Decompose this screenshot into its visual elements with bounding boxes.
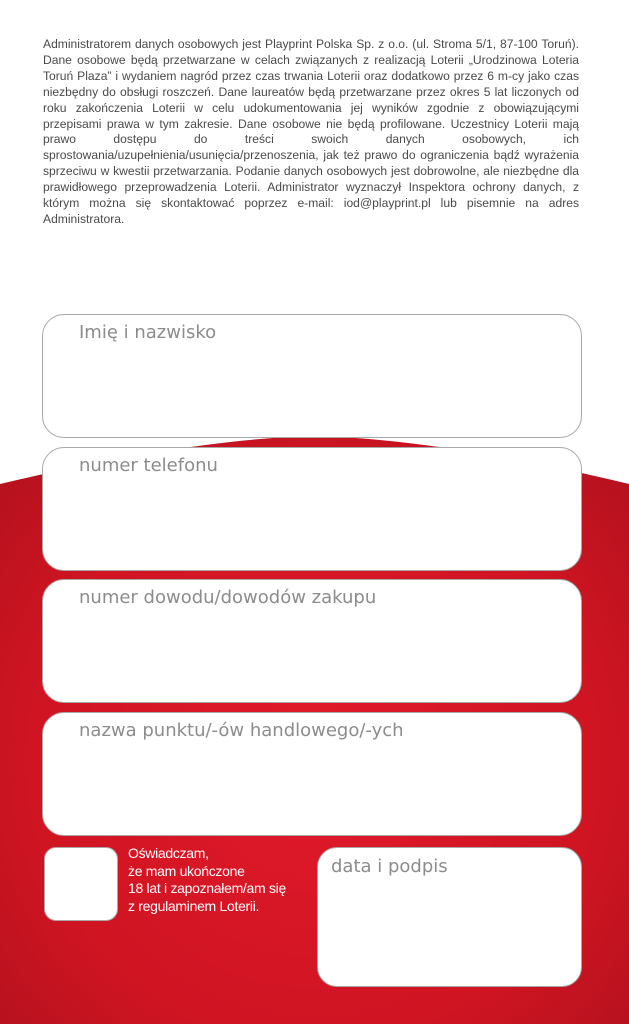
date-signature-field[interactable] [317, 847, 582, 987]
store-name-field[interactable] [42, 712, 582, 836]
date-signature-label: data i podpis [331, 856, 448, 877]
consent-line: 18 lat i zapoznałem/am się [128, 880, 286, 896]
full-name-field[interactable] [42, 314, 582, 438]
consent-line: że mam ukończone [128, 862, 245, 879]
consent-line: z regulaminem Loterii. [128, 897, 260, 914]
gdpr-notice [43, 37, 579, 228]
full-name-label: Imię i nazwisko [79, 322, 217, 343]
store-name-label: nazwa punktu/-ów handlowego/-ych [79, 720, 404, 741]
age-consent-checkbox[interactable] [44, 847, 118, 921]
consent-line: Oświadczam, [128, 845, 209, 861]
receipt-number-label: numer dowodu/dowodów zakupu [79, 587, 377, 608]
gdpr-notice-text: Administratorem danych osobowych jest Playprint Polska Sp. z o.o. (ul. Stroma 5/1, 87-100 Toruń). Dane osobowe będą przetwarzane w celach związanych z realizacją Loterii „Urodzinowa Loteria Toruń Plaza” i wydaniem nagród przez czas trwania Loterii oraz dodatkowo przez 6 m-cy jako czas niezbędny do obsługi roszczeń. Dane laureatów będą przetwarzane przez okres 5 lat liczonych od roku zakończenia Loterii w celu udokumentowania jej wyników zgodnie z obowiązującymi przepisami prawa w tym zakresie. Dane osobowe nie będą profilowane. Uczestnicy Loterii mają prawo dostępu do treści swoich danych osobowych, ich sprostowania/uzupełnienia/usunięcia/przenoszenia, jak też prawo do ograniczenia bądź wyrażenia sprzeciwu w kwestii przetwarzania. Podanie danych osobowych jest dobrowolne, ale niezbędne dla prawidłowego przeprowadzenia Loterii. Administrator wyznaczył Inspektora ochrony danych, z którym można się skontaktować poprzez e-mail: iod@playprint.pl lub pisemnie na adres Administratora. [43, 37, 579, 226]
phone-number-label: numer telefonu [79, 455, 218, 476]
receipt-number-field[interactable] [42, 579, 582, 703]
age-consent-statement [128, 845, 314, 915]
phone-number-field[interactable] [42, 447, 582, 571]
